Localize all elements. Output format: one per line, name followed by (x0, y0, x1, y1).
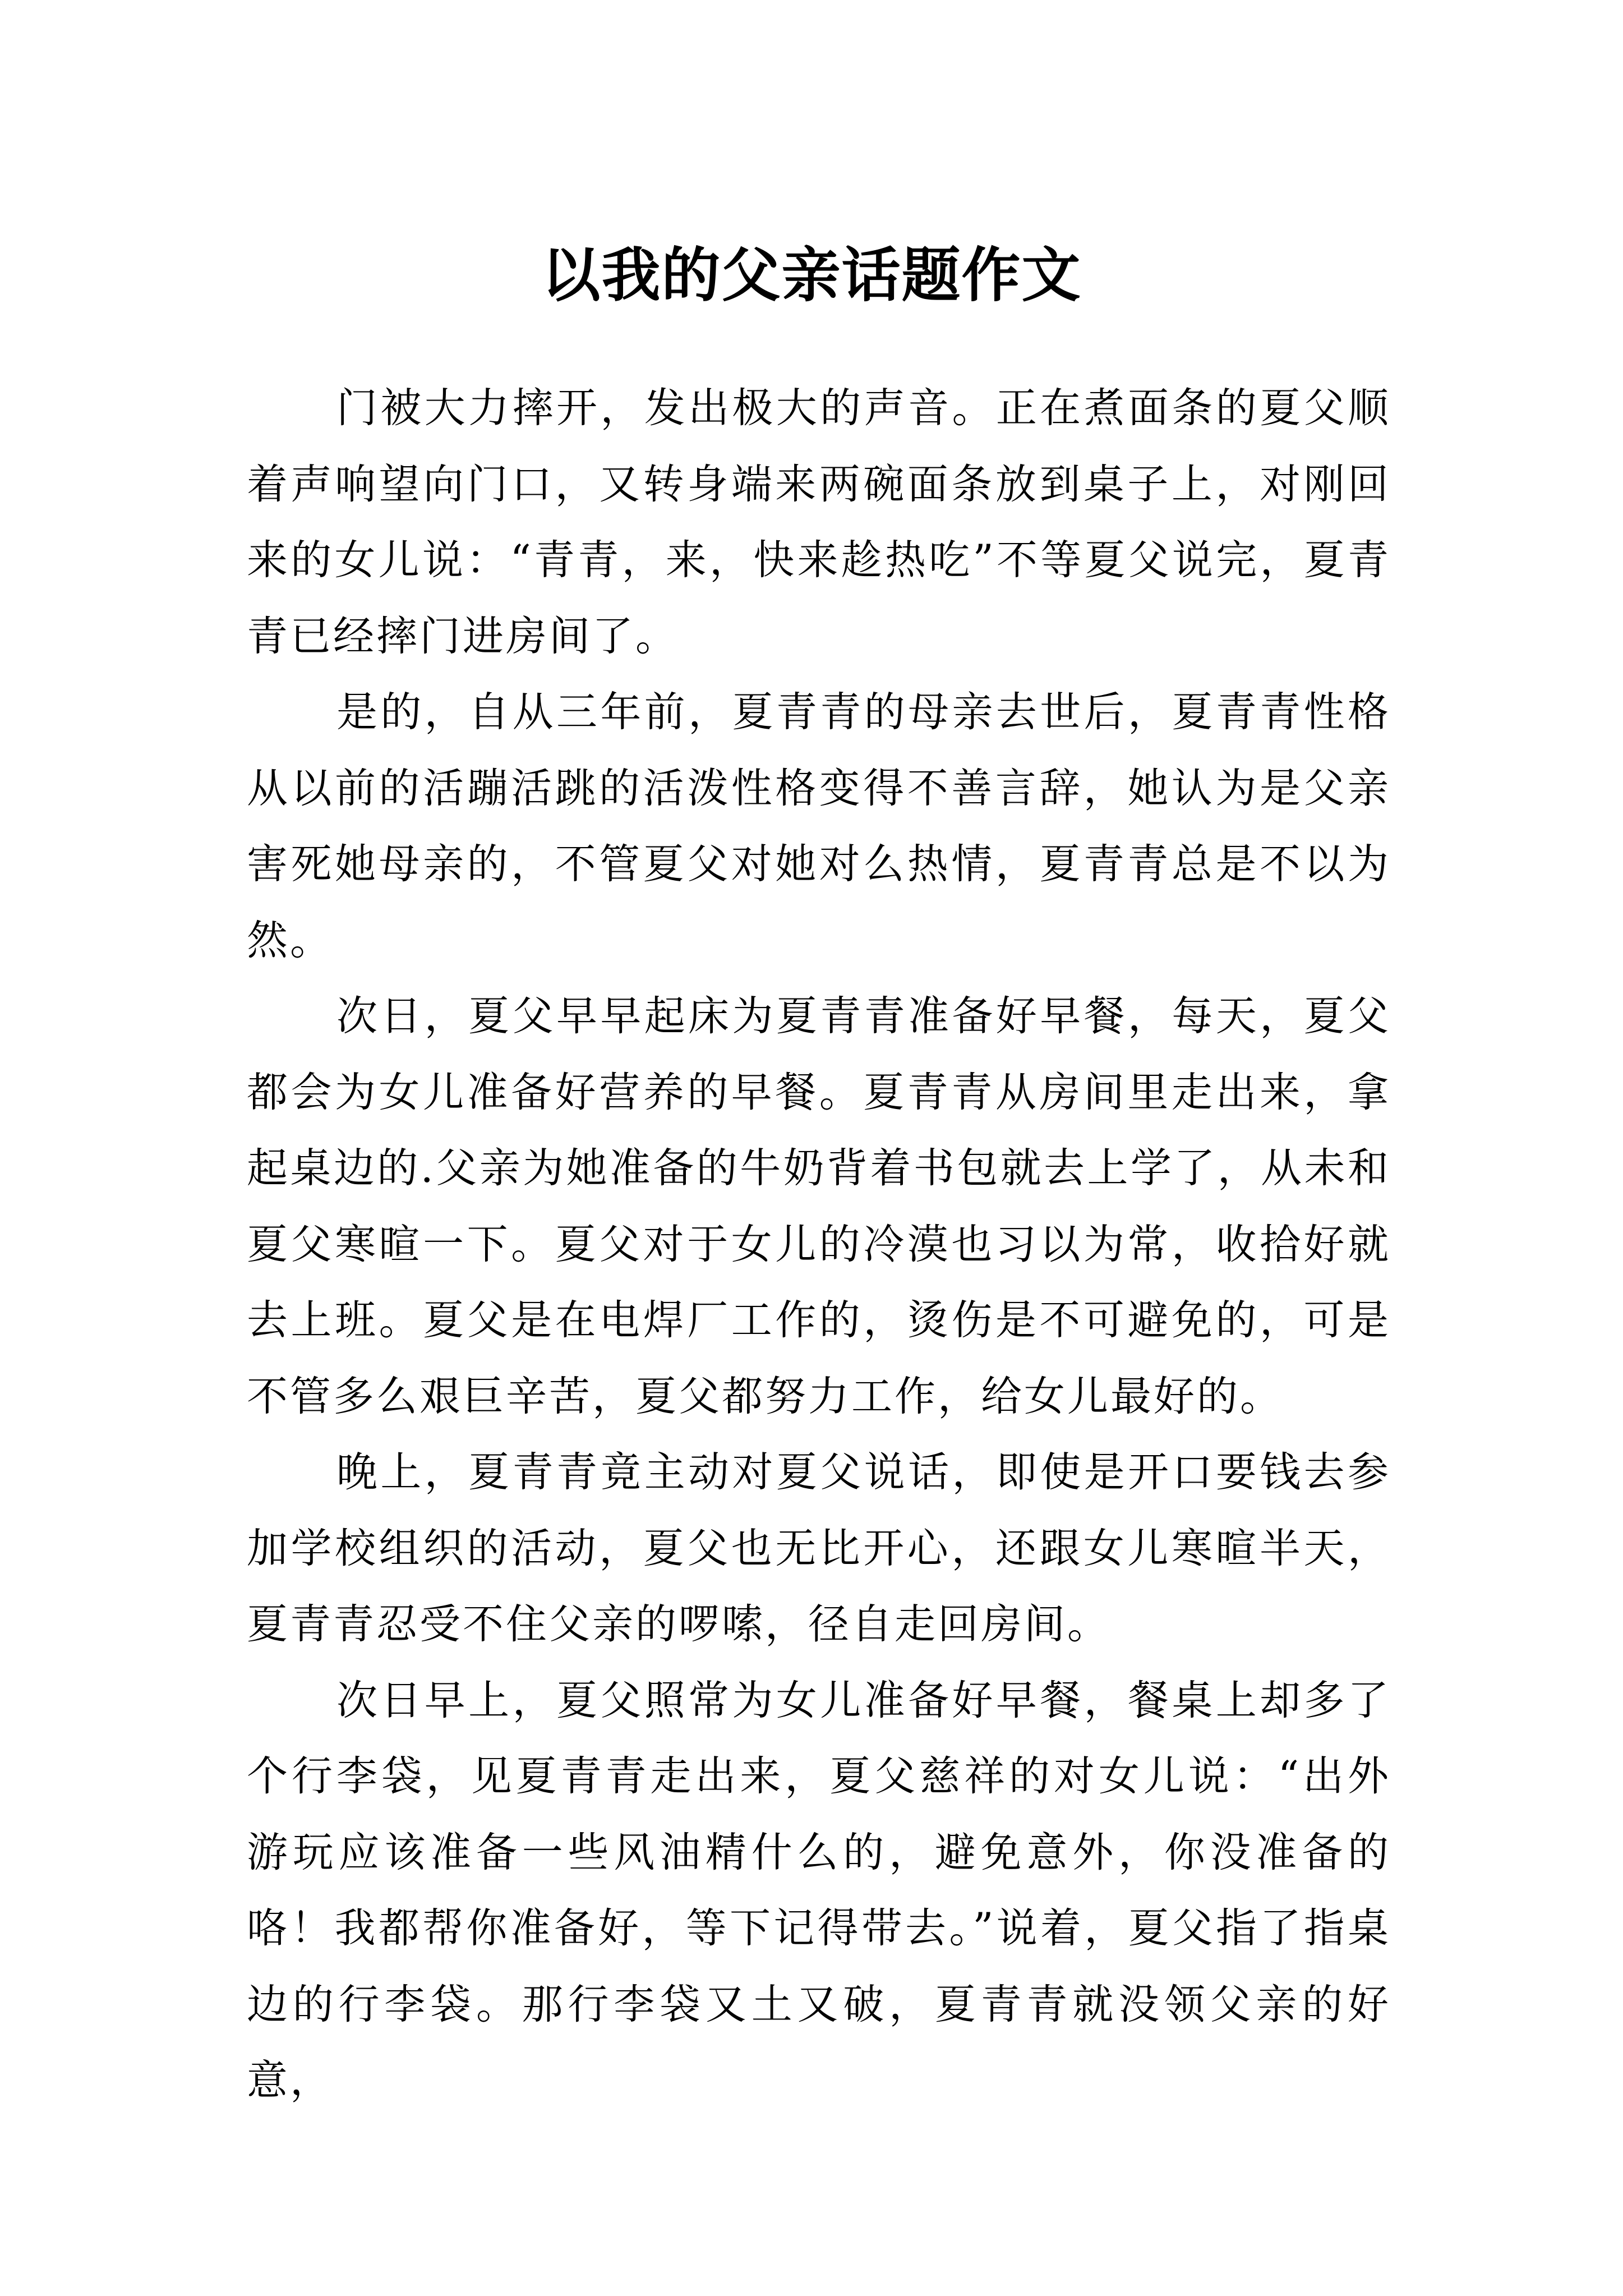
page-title: 以我的父亲话题作文 (541, 240, 1082, 310)
paragraph: 门被大力摔开，发出极大的声音。正在煮面条的夏父顺着声响望向门口，又转身端来两碗面条放到桌子上，对刚回来的女儿说：“青青，来，快来趁热吃”不等夏父说完，夏青青已经摔门进房间了。 (247, 384, 1391, 660)
paragraph: 次日早上，夏父照常为女儿准备好早餐，餐桌上却多了个行李袋，见夏青青走出来，夏父慈祥的对女儿说：“出外游玩应该准备一些风油精什么的，避免意外，你没准备的咯！我都帮你准备好，等下记得带去。”说着，夏父指了指桌边的行李袋。那行李袋又土又破，夏青青就没领父亲的好意， (247, 1676, 1391, 2104)
paragraph: 是的，自从三年前，夏青青的母亲去世后，夏青青性格从以前的活蹦活跳的活泼性格变得不善言辞，她认为是父亲害死她母亲的，不管夏父对她对么热情，夏青青总是不以为然。 (247, 688, 1391, 964)
paragraph: 次日，夏父早早起床为夏青青准备好早餐，每天，夏父都会为女儿准备好营养的早餐。夏青青从房间里走出来，拿起桌边的.父亲为她准备的牛奶背着书包就去上学了，从未和夏父寒暄一下。夏父对于女儿的冷漠也习以为常，收拾好就去上班。夏父是在电焊厂工作的，烫伤是不可避免的，可是不管多么艰巨辛苦，夏父都努力工作，给女儿最好的。 (247, 992, 1391, 1420)
essay-body (247, 370, 1391, 2119)
paragraph: 晚上，夏青青竟主动对夏父说话，即使是开口要钱去参加学校组织的活动，夏父也无比开心，还跟女儿寒暄半天，夏青青忍受不住父亲的啰嗦，径自走回房间。 (247, 1448, 1391, 1648)
